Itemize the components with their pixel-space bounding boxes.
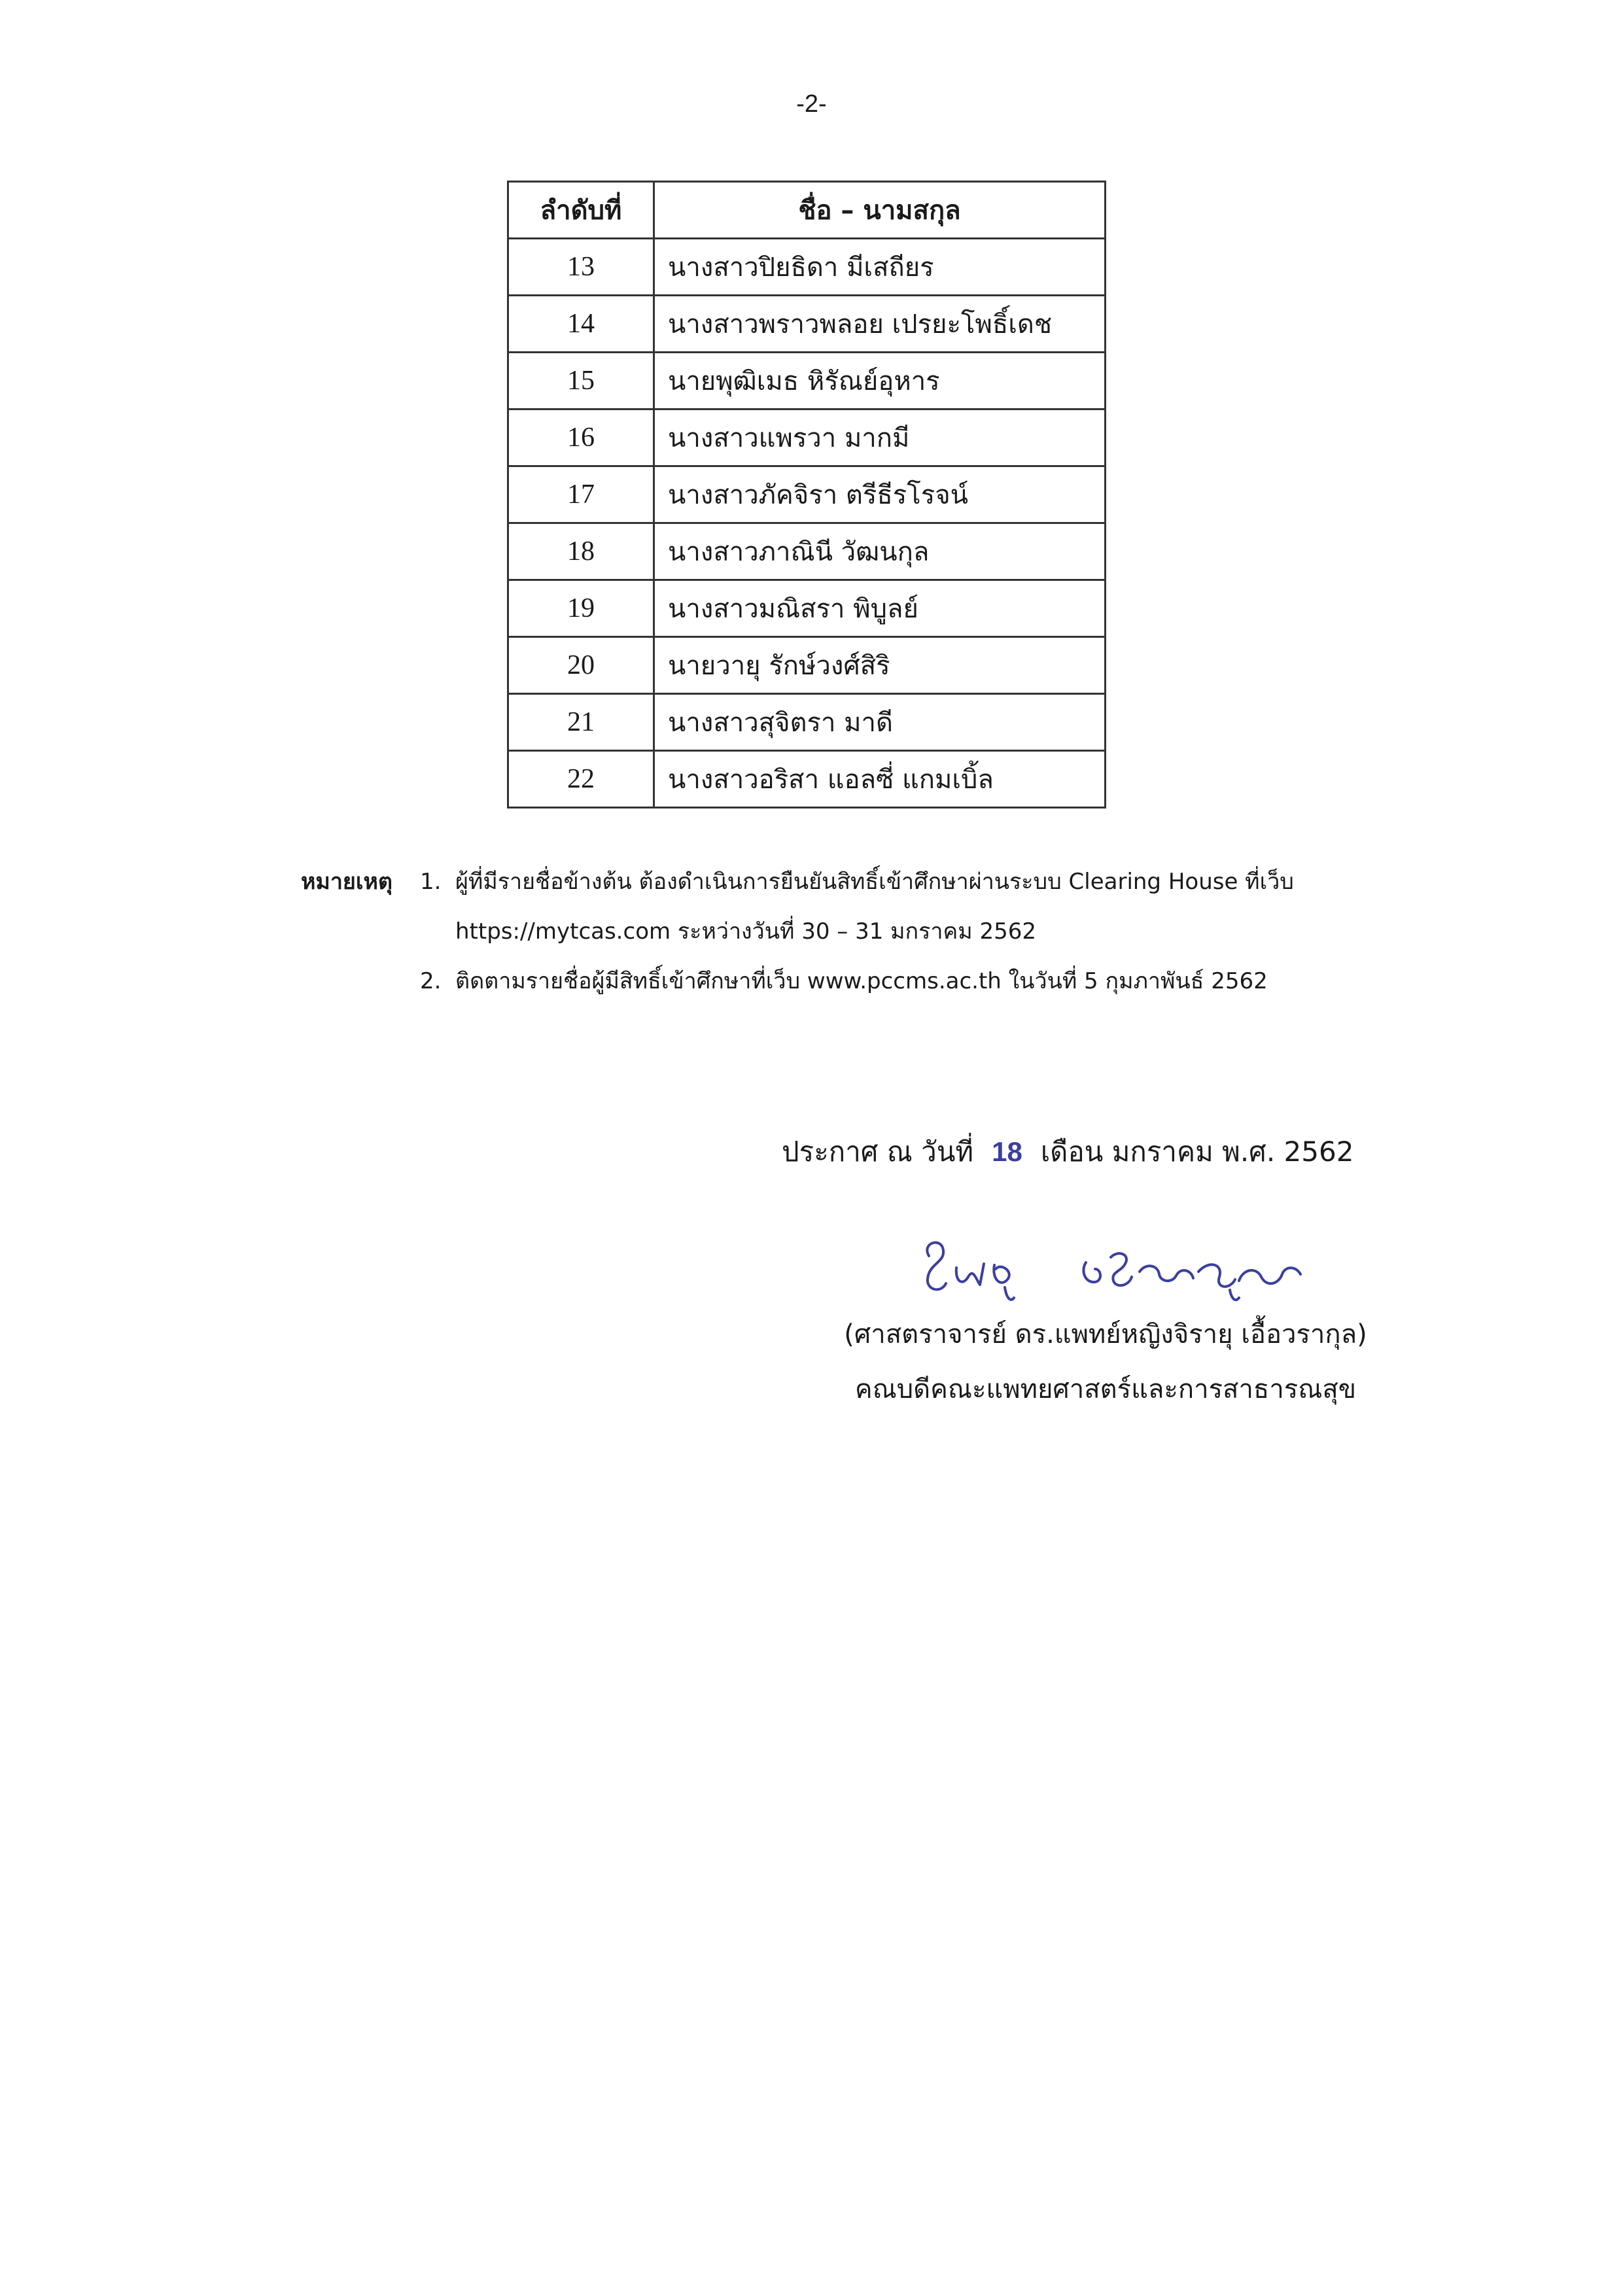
row-name: นายวายุ รักษ์วงศ์สิริ: [654, 637, 1106, 694]
row-name: นางสาวพราวพลอย เปรยะโพธิ์เดช: [654, 296, 1106, 353]
note-number: 2.: [420, 968, 442, 994]
notes-label: หมายเหตุ: [301, 869, 393, 895]
handwritten-signature: [903, 1217, 1374, 1315]
row-number: 15: [508, 353, 654, 409]
header-name: ชื่อ – นามสกุล: [654, 182, 1106, 239]
note-text: ผู้ที่มีรายชื่อข้างต้น ต้องดำเนินการยืนยันสิทธิ์เข้าศึกษาผ่านระบบ Clearing House ที่เว็บ: [455, 869, 1294, 895]
note-text-continued: https://mytcas.com ระหว่างวันที่ 30 – 31 มกราคม 2562: [455, 918, 1036, 945]
note-1-line-1: [301, 857, 1387, 907]
note-1-line-2: [301, 907, 1387, 956]
row-name: นางสาวอริสา แอลซี่ แกมเบิ้ล: [654, 751, 1106, 808]
row-number: 13: [508, 239, 654, 296]
signer-block: [811, 1307, 1400, 1417]
announcement-prefix: ประกาศ ณ วันที่: [782, 1136, 974, 1168]
table-row: [508, 239, 1106, 296]
notes-section: [301, 857, 1387, 1006]
table-row: [508, 751, 1106, 808]
table-row: [508, 523, 1106, 580]
announcement-date: [782, 1130, 1353, 1174]
note-number: 1.: [420, 869, 442, 895]
row-number: 21: [508, 694, 654, 751]
row-number: 14: [508, 296, 654, 353]
row-number: 20: [508, 637, 654, 694]
row-name: นางสาวสุจิตรา มาดี: [654, 694, 1106, 751]
table-row: [508, 694, 1106, 751]
table-row: [508, 637, 1106, 694]
signer-name: (ศาสตราจารย์ ดร.แพทย์หญิงจิรายุ เอื้อวรากุล): [844, 1319, 1367, 1349]
header-order: ลำดับที่: [508, 182, 654, 239]
signer-position: คณบดีคณะแพทยศาสตร์และการสาธารณสุข: [854, 1374, 1357, 1404]
table-row: [508, 409, 1106, 466]
table-row: [508, 466, 1106, 523]
table-row: [508, 296, 1106, 353]
announcement-day: 18: [992, 1136, 1022, 1167]
row-number: 22: [508, 751, 654, 808]
roster-table: [507, 181, 1106, 809]
row-number: 19: [508, 580, 654, 637]
table-row: [508, 353, 1106, 409]
row-name: นางสาวแพรวา มากมี: [654, 409, 1106, 466]
row-name: นางสาวภัคจิรา ตรีธีรโรจน์: [654, 466, 1106, 523]
note-text: ติดตามรายชื่อผู้มีสิทธิ์เข้าศึกษาที่เว็บ www.pccms.ac.th ในวันที่ 5 กุมภาพันธ์ 2562: [455, 968, 1268, 994]
row-number: 17: [508, 466, 654, 523]
row-name: นายพุฒิเมธ หิรัณย์อุหาร: [654, 353, 1106, 409]
row-number: 18: [508, 523, 654, 580]
page-number: -2-: [796, 90, 827, 118]
table-row: [508, 580, 1106, 637]
announcement-suffix: เดือน มกราคม พ.ศ. 2562: [1040, 1136, 1354, 1168]
row-number: 16: [508, 409, 654, 466]
table-header-row: [508, 182, 1106, 239]
row-name: นางสาวปิยธิดา มีเสถียร: [654, 239, 1106, 296]
note-2-line-1: [301, 956, 1387, 1006]
row-name: นางสาวมณิสรา พิบูลย์: [654, 580, 1106, 637]
row-name: นางสาวภาณินี วัฒนกุล: [654, 523, 1106, 580]
